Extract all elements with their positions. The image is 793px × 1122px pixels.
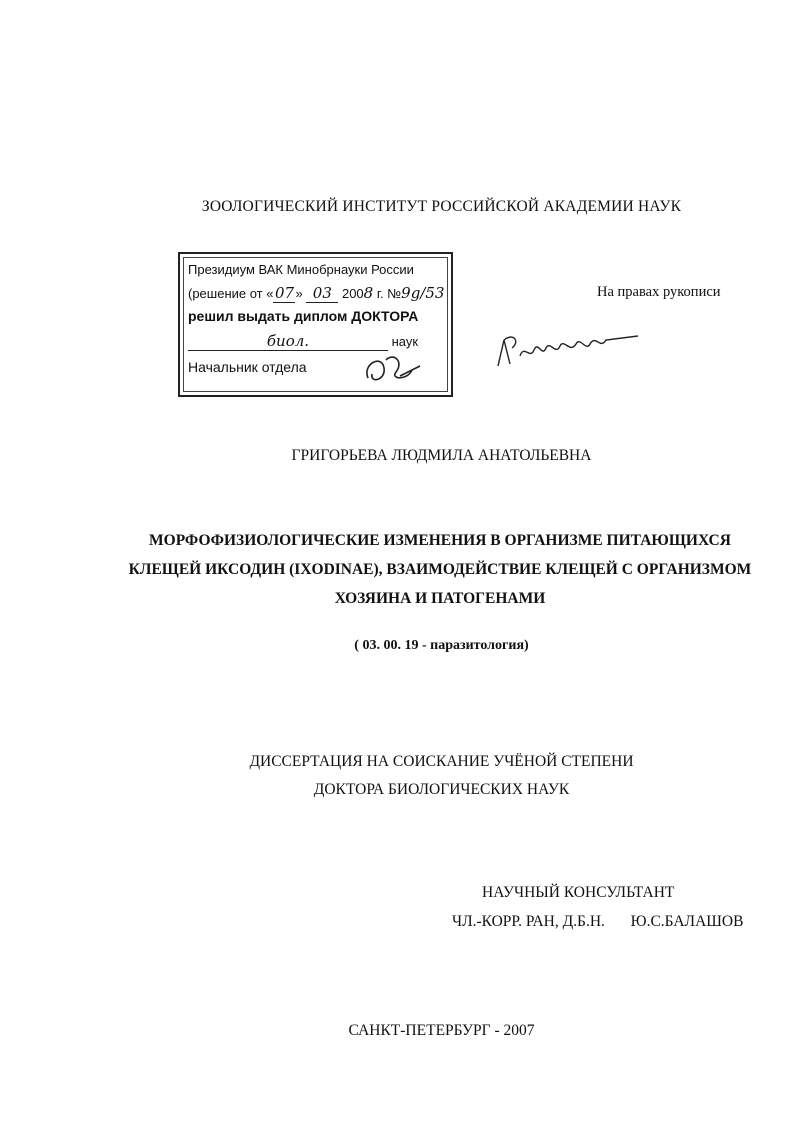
consultant-title: ЧЛ.-КОРР. РАН, Д.Б.Н. xyxy=(452,913,605,930)
stamp-field: биол. xyxy=(188,332,388,351)
stamp-month: 03 xyxy=(306,284,338,303)
city-year: САНКТ-ПЕТЕРБУРГ - 2007 xyxy=(348,1022,535,1039)
dissertation-degree-line-2: ДОКТОРА БИОЛОГИЧЕСКИХ НАУК xyxy=(313,781,570,798)
stamp-day: 07 xyxy=(274,284,295,302)
manuscript-rights: На правах рукописи xyxy=(597,284,721,300)
stamp-head-line: Начальник отдела xyxy=(188,359,307,375)
stamp-field-line xyxy=(188,332,418,351)
stamp-field-suffix: наук xyxy=(391,334,419,349)
specialty-code: ( 03. 00. 19 - паразитология) xyxy=(354,638,529,653)
stamp-quote-close: » xyxy=(295,286,303,301)
dissertation-title: МОРФОФИЗИОЛОГИЧЕСКИЕ ИЗМЕНЕНИЯ В ОРГАНИЗМЕ ПИТАЮЩИХСЯ КЛЕЩЕЙ ИКСОДИН (IXODINAE), ВЗАИМОДЕЙСТВИЕ КЛЕЩЕЙ С ОРГАНИЗМОМ ХОЗЯИНА И ПАТОГЕНАМИ xyxy=(128,532,752,607)
stamp-year-digit: 8 xyxy=(363,284,374,302)
stamp-number: 9g/53 xyxy=(401,284,445,302)
consultant-label: НАУЧНЫЙ КОНСУЛЬТАНТ xyxy=(482,884,675,901)
stamp-year-suffix: г. № xyxy=(373,286,402,301)
dissertation-degree-line-1: ДИССЕРТАЦИЯ НА СОИСКАНИЕ УЧЁНОЙ СТЕПЕНИ xyxy=(249,753,634,770)
consultant-name: Ю.С.БАЛАШОВ xyxy=(630,913,744,930)
vak-stamp xyxy=(178,252,453,397)
stamp-presidium-line: Президиум ВАК Минобрнауки России xyxy=(188,262,414,277)
stamp-signature xyxy=(360,350,430,390)
stamp-decision-line xyxy=(188,284,444,303)
stamp-year-prefix: 200 xyxy=(341,286,364,301)
author-name: ГРИГОРЬЕВА ЛЮДМИЛА АНАТОЛЬЕВНА xyxy=(291,447,592,464)
stamp-decision-prefix: (решение от « xyxy=(188,286,274,301)
consultant-details xyxy=(452,913,743,931)
author-signature xyxy=(490,326,640,376)
stamp-diploma-line: решил выдать диплом ДОКТОРА xyxy=(188,308,419,324)
dissertation-degree xyxy=(0,748,793,804)
institute-name: ЗООЛОГИЧЕСКИЙ ИНСТИТУТ РОССИЙСКОЙ АКАДЕМИИ НАУК xyxy=(201,198,682,215)
